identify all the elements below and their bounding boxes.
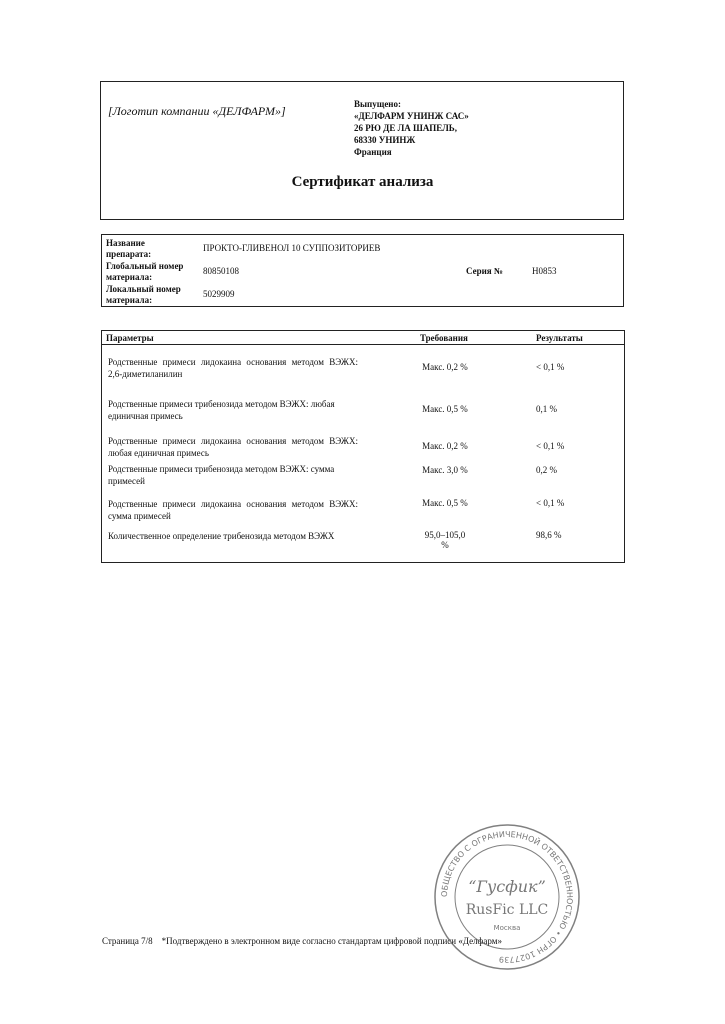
company-logo-placeholder: [Логотип компании «ДЕЛФАРМ»] xyxy=(108,104,286,118)
table-row-param: Родственные примеси трибенозида методом ВЭЖХ: любая единичная примесь xyxy=(108,399,335,421)
certificate-title: Сертификат анализа xyxy=(291,174,434,190)
product-info-box xyxy=(101,234,624,307)
issuer-line: «ДЕЛФАРМ УНИНЖ САС» xyxy=(354,111,469,121)
issuer-line: 26 РЮ ДЕ ЛА ШАПЕЛЬ, xyxy=(354,123,457,133)
parameters-table xyxy=(101,330,625,563)
issuer-address xyxy=(354,98,469,158)
series-value: H0853 xyxy=(532,266,557,276)
table-row-result: < 0,1 % xyxy=(536,441,565,451)
table-header-divider xyxy=(102,344,624,345)
table-row-param: Родственные примеси лидокаина основания методом ВЭЖХ: любая единичная примесь xyxy=(108,436,358,458)
global-number-label: Глобальный номер материала: xyxy=(106,261,184,282)
table-row-param: Количественное определение трибенозида методом ВЭЖХ xyxy=(108,531,335,541)
table-row-requirement: Макс. 0,5 % xyxy=(422,404,468,414)
table-row-result: < 0,1 % xyxy=(536,362,565,372)
header-results: Результаты xyxy=(536,333,583,343)
table-row-param: Родственные примеси лидокаина основания методом ВЭЖХ: 2,6-диметиланилин xyxy=(108,357,358,379)
table-row-requirement: Макс. 0,2 % xyxy=(422,362,468,372)
product-name-label: Название препарата: xyxy=(106,238,152,259)
table-row-result: 98,6 % xyxy=(536,530,562,540)
page-number: Страница 7/8 xyxy=(102,936,153,946)
local-number-value: 5029909 xyxy=(203,289,235,299)
stamp-city: Москва xyxy=(493,924,521,932)
footer-note: *Подтверждено в электронном виде согласно стандартам цифровой подписи «Делфарм» xyxy=(161,936,502,946)
table-row-requirement: 95,0–105,0 % xyxy=(424,530,466,550)
table-row-requirement: Макс. 0,5 % xyxy=(422,498,468,508)
stamp-ring-text: ОБЩЕСТВО С ОГРАНИЧЕННОЙ ОТВЕТСТВЕННОСТЬЮ • ОГРН 1027739 xyxy=(439,829,575,965)
table-row-requirement: Макс. 0,2 % xyxy=(422,441,468,451)
table-row-param: Родственные примеси трибенозида методом ВЭЖХ: сумма примесей xyxy=(108,464,335,486)
issuer-line: 68330 УНИНЖ xyxy=(354,135,416,145)
stamp-name: “Гусфик” xyxy=(468,877,546,896)
table-row-param: Родственные примеси лидокаина основания методом ВЭЖХ: сумма примесей xyxy=(108,499,358,521)
product-name-value: ПРОКТО-ГЛИВЕНОЛ 10 СУППОЗИТОРИЕВ xyxy=(203,243,381,253)
issuer-line: Выпущено: xyxy=(354,99,401,109)
table-row-requirement: Макс. 3,0 % xyxy=(422,465,468,475)
stamp-latin: RusFic LLC xyxy=(465,902,549,918)
svg-text:ОБЩЕСТВО С ОГРАНИЧЕННОЙ ОТВЕТС xyxy=(440,830,574,964)
series-label: Серия № xyxy=(466,266,503,276)
table-row-result: < 0,1 % xyxy=(536,498,565,508)
table-row-result: 0,2 % xyxy=(536,465,557,475)
global-number-value: 80850108 xyxy=(203,266,239,276)
header-parameters: Параметры xyxy=(106,333,154,343)
table-row-result: 0,1 % xyxy=(536,404,557,414)
local-number-label: Локальный номер материала: xyxy=(106,284,181,305)
header-requirements: Требования xyxy=(420,333,468,343)
issuer-line: Франция xyxy=(354,147,392,157)
company-seal-stamp xyxy=(432,822,582,972)
